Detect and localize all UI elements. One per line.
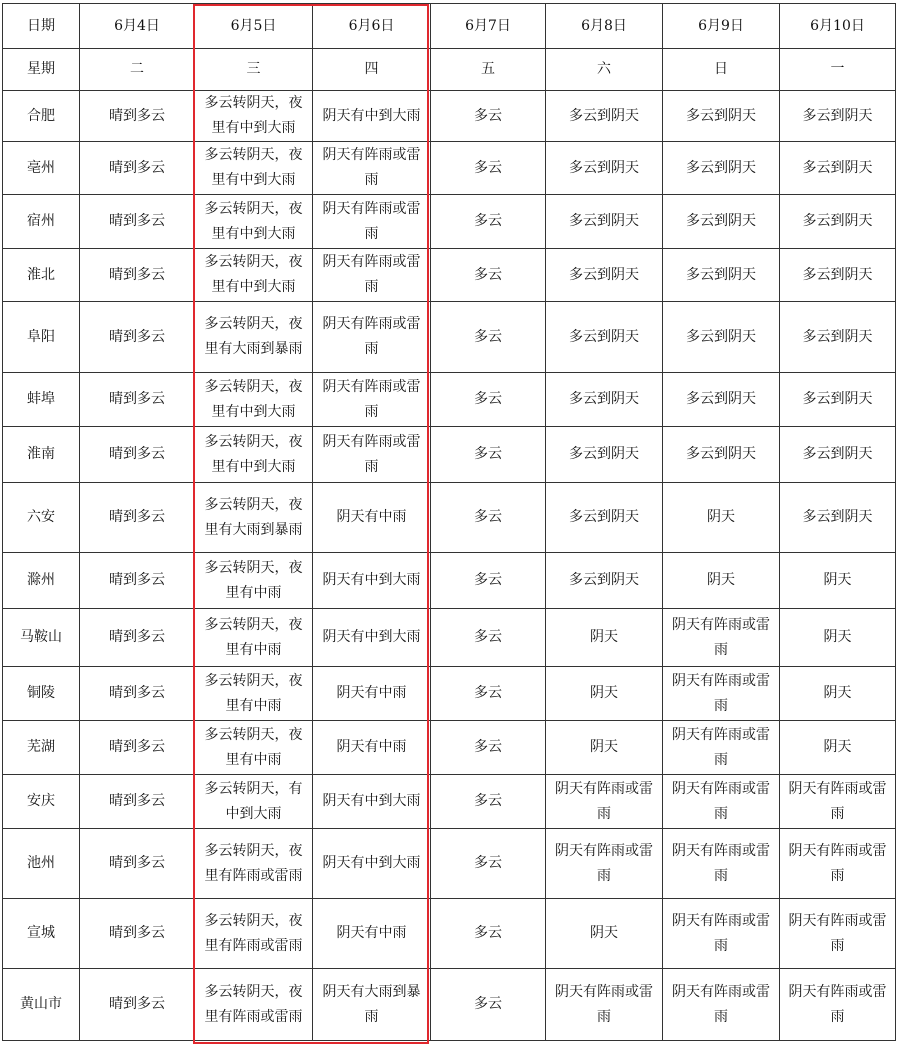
city-name: 六安 bbox=[3, 483, 80, 553]
forecast-cell: 阴天有中到大雨 bbox=[313, 609, 431, 667]
forecast-cell: 阴天有中雨 bbox=[313, 667, 431, 721]
forecast-cell: 多云 bbox=[431, 721, 546, 775]
table-row bbox=[3, 427, 896, 483]
forecast-cell: 多云转阴天，夜里有大雨到暴雨 bbox=[195, 302, 313, 373]
weekday-cell: 六 bbox=[546, 49, 663, 91]
forecast-cell: 阴天有中雨 bbox=[313, 721, 431, 775]
forecast-cell: 多云到阴天 bbox=[780, 142, 896, 195]
forecast-cell: 多云 bbox=[431, 667, 546, 721]
forecast-cell: 多云 bbox=[431, 427, 546, 483]
forecast-cell: 多云 bbox=[431, 969, 546, 1041]
city-name: 合肥 bbox=[3, 91, 80, 142]
weekday-cell: 五 bbox=[431, 49, 546, 91]
table-row bbox=[3, 899, 896, 969]
forecast-cell: 多云 bbox=[431, 373, 546, 427]
forecast-cell: 阴天 bbox=[663, 553, 780, 609]
forecast-cell: 多云 bbox=[431, 195, 546, 249]
date-cell: 6月4日 bbox=[80, 4, 195, 49]
forecast-cell: 多云到阴天 bbox=[546, 483, 663, 553]
forecast-cell: 阴天有阵雨或雷雨 bbox=[663, 609, 780, 667]
forecast-cell: 阴天 bbox=[780, 609, 896, 667]
forecast-cell: 阴天有中雨 bbox=[313, 899, 431, 969]
weekday-header-label: 星期 bbox=[3, 49, 80, 91]
forecast-cell: 阴天有阵雨或雷雨 bbox=[663, 667, 780, 721]
forecast-cell: 阴天有阵雨或雷雨 bbox=[780, 899, 896, 969]
forecast-cell: 阴天 bbox=[546, 667, 663, 721]
forecast-cell: 阴天有阵雨或雷雨 bbox=[663, 829, 780, 899]
forecast-cell: 多云 bbox=[431, 775, 546, 829]
table-row bbox=[3, 775, 896, 829]
forecast-cell: 多云到阴天 bbox=[663, 91, 780, 142]
forecast-cell: 阴天 bbox=[546, 721, 663, 775]
forecast-cell: 多云到阴天 bbox=[546, 302, 663, 373]
forecast-cell: 多云到阴天 bbox=[663, 142, 780, 195]
forecast-cell: 多云到阴天 bbox=[546, 249, 663, 302]
forecast-cell: 多云到阴天 bbox=[663, 373, 780, 427]
forecast-cell: 阴天有阵雨或雷雨 bbox=[663, 969, 780, 1041]
weekday-row bbox=[3, 49, 896, 91]
forecast-cell: 阴天有阵雨或雷雨 bbox=[313, 373, 431, 427]
forecast-cell: 多云转阴天，夜里有中到大雨 bbox=[195, 427, 313, 483]
city-name: 安庆 bbox=[3, 775, 80, 829]
forecast-cell: 多云转阴天，夜里有大雨到暴雨 bbox=[195, 483, 313, 553]
table-row bbox=[3, 373, 896, 427]
forecast-cell: 阴天 bbox=[780, 553, 896, 609]
forecast-cell: 多云到阴天 bbox=[780, 249, 896, 302]
forecast-cell: 多云 bbox=[431, 142, 546, 195]
table-row bbox=[3, 829, 896, 899]
forecast-cell: 多云到阴天 bbox=[780, 302, 896, 373]
forecast-cell: 阴天有中雨 bbox=[313, 483, 431, 553]
forecast-cell: 晴到多云 bbox=[80, 667, 195, 721]
table-row bbox=[3, 553, 896, 609]
forecast-cell: 多云到阴天 bbox=[663, 302, 780, 373]
forecast-cell: 晴到多云 bbox=[80, 553, 195, 609]
forecast-cell: 多云到阴天 bbox=[780, 195, 896, 249]
weekday-cell: 四 bbox=[313, 49, 431, 91]
forecast-cell: 晴到多云 bbox=[80, 483, 195, 553]
city-name: 亳州 bbox=[3, 142, 80, 195]
city-name: 蚌埠 bbox=[3, 373, 80, 427]
forecast-cell: 多云到阴天 bbox=[546, 553, 663, 609]
forecast-cell: 阴天有阵雨或雷雨 bbox=[313, 249, 431, 302]
forecast-cell: 多云转阴天，夜里有中到大雨 bbox=[195, 373, 313, 427]
forecast-cell: 阴天有中到大雨 bbox=[313, 775, 431, 829]
date-cell: 6月9日 bbox=[663, 4, 780, 49]
forecast-cell: 晴到多云 bbox=[80, 142, 195, 195]
forecast-cell: 多云到阴天 bbox=[780, 483, 896, 553]
forecast-cell: 阴天有阵雨或雷雨 bbox=[313, 302, 431, 373]
forecast-cell: 阴天有阵雨或雷雨 bbox=[780, 969, 896, 1041]
forecast-cell: 阴天 bbox=[663, 483, 780, 553]
table-row bbox=[3, 249, 896, 302]
forecast-cell: 多云转阴天，夜里有中到大雨 bbox=[195, 249, 313, 302]
forecast-cell: 多云 bbox=[431, 829, 546, 899]
forecast-cell: 阴天有阵雨或雷雨 bbox=[663, 721, 780, 775]
forecast-cell: 阴天有阵雨或雷雨 bbox=[780, 775, 896, 829]
forecast-cell: 多云转阴天，夜里有阵雨或雷雨 bbox=[195, 899, 313, 969]
forecast-cell: 晴到多云 bbox=[80, 899, 195, 969]
weekday-cell: 三 bbox=[195, 49, 313, 91]
forecast-cell: 多云到阴天 bbox=[546, 195, 663, 249]
date-cell: 6月8日 bbox=[546, 4, 663, 49]
forecast-cell: 多云到阴天 bbox=[663, 195, 780, 249]
city-name: 铜陵 bbox=[3, 667, 80, 721]
table-row bbox=[3, 483, 896, 553]
forecast-cell: 多云 bbox=[431, 91, 546, 142]
table-row bbox=[3, 721, 896, 775]
forecast-cell: 多云转阴天，夜里有中到大雨 bbox=[195, 142, 313, 195]
forecast-cell: 阴天 bbox=[780, 667, 896, 721]
forecast-cell: 多云到阴天 bbox=[780, 427, 896, 483]
date-cell: 6月6日 bbox=[313, 4, 431, 49]
forecast-cell: 多云 bbox=[431, 249, 546, 302]
weekday-cell: 日 bbox=[663, 49, 780, 91]
forecast-cell: 多云转阴天，夜里有中到大雨 bbox=[195, 91, 313, 142]
weekday-cell: 一 bbox=[780, 49, 896, 91]
forecast-cell: 多云 bbox=[431, 302, 546, 373]
city-name: 马鞍山 bbox=[3, 609, 80, 667]
forecast-cell: 阴天有中到大雨 bbox=[313, 91, 431, 142]
forecast-cell: 多云到阴天 bbox=[780, 373, 896, 427]
weather-forecast-table bbox=[2, 3, 896, 1041]
forecast-cell: 阴天有阵雨或雷雨 bbox=[663, 775, 780, 829]
date-row bbox=[3, 4, 896, 49]
forecast-cell: 晴到多云 bbox=[80, 775, 195, 829]
table-row bbox=[3, 609, 896, 667]
date-cell: 6月5日 bbox=[195, 4, 313, 49]
table-row bbox=[3, 302, 896, 373]
forecast-cell: 阴天有阵雨或雷雨 bbox=[546, 829, 663, 899]
city-name: 滁州 bbox=[3, 553, 80, 609]
city-name: 芜湖 bbox=[3, 721, 80, 775]
forecast-cell: 晴到多云 bbox=[80, 302, 195, 373]
forecast-cell: 多云到阴天 bbox=[546, 427, 663, 483]
forecast-cell: 多云转阴天，夜里有阵雨或雷雨 bbox=[195, 969, 313, 1041]
table-row bbox=[3, 667, 896, 721]
forecast-cell: 多云到阴天 bbox=[546, 142, 663, 195]
forecast-cell: 多云转阴天，夜里有中雨 bbox=[195, 553, 313, 609]
city-name: 宿州 bbox=[3, 195, 80, 249]
forecast-cell: 阴天有阵雨或雷雨 bbox=[313, 142, 431, 195]
forecast-cell: 多云转阴天，夜里有中雨 bbox=[195, 667, 313, 721]
forecast-cell: 晴到多云 bbox=[80, 969, 195, 1041]
date-cell: 6月10日 bbox=[780, 4, 896, 49]
forecast-cell: 阴天有阵雨或雷雨 bbox=[546, 775, 663, 829]
weekday-cell: 二 bbox=[80, 49, 195, 91]
forecast-cell: 多云转阴天，夜里有阵雨或雷雨 bbox=[195, 829, 313, 899]
forecast-cell: 阴天有大雨到暴雨 bbox=[313, 969, 431, 1041]
forecast-cell: 晴到多云 bbox=[80, 91, 195, 142]
forecast-cell: 晴到多云 bbox=[80, 249, 195, 302]
city-name: 淮北 bbox=[3, 249, 80, 302]
forecast-cell: 多云 bbox=[431, 899, 546, 969]
forecast-cell: 多云转阴天，夜里有中雨 bbox=[195, 721, 313, 775]
forecast-cell: 阴天有阵雨或雷雨 bbox=[780, 829, 896, 899]
forecast-cell: 晴到多云 bbox=[80, 195, 195, 249]
forecast-cell: 多云到阴天 bbox=[546, 373, 663, 427]
forecast-cell: 阴天有中到大雨 bbox=[313, 829, 431, 899]
forecast-cell: 多云 bbox=[431, 553, 546, 609]
forecast-cell: 多云转阴天，有中到大雨 bbox=[195, 775, 313, 829]
date-header-label: 日期 bbox=[3, 4, 80, 49]
forecast-cell: 多云 bbox=[431, 483, 546, 553]
forecast-cell: 晴到多云 bbox=[80, 373, 195, 427]
forecast-cell: 多云转阴天，夜里有中到大雨 bbox=[195, 195, 313, 249]
city-name: 淮南 bbox=[3, 427, 80, 483]
forecast-cell: 阴天有阵雨或雷雨 bbox=[313, 195, 431, 249]
forecast-cell: 晴到多云 bbox=[80, 609, 195, 667]
city-name: 宣城 bbox=[3, 899, 80, 969]
date-cell: 6月7日 bbox=[431, 4, 546, 49]
forecast-cell: 多云到阴天 bbox=[663, 427, 780, 483]
forecast-cell: 阴天有阵雨或雷雨 bbox=[663, 899, 780, 969]
forecast-cell: 晴到多云 bbox=[80, 721, 195, 775]
forecast-cell: 阴天有阵雨或雷雨 bbox=[546, 969, 663, 1041]
table-row bbox=[3, 91, 896, 142]
city-name: 阜阳 bbox=[3, 302, 80, 373]
table-row bbox=[3, 969, 896, 1041]
forecast-cell: 阴天 bbox=[780, 721, 896, 775]
forecast-cell: 多云到阴天 bbox=[780, 91, 896, 142]
forecast-cell: 阴天有阵雨或雷雨 bbox=[313, 427, 431, 483]
forecast-cell: 晴到多云 bbox=[80, 829, 195, 899]
forecast-cell: 多云 bbox=[431, 609, 546, 667]
forecast-cell: 晴到多云 bbox=[80, 427, 195, 483]
forecast-cell: 多云到阴天 bbox=[546, 91, 663, 142]
forecast-cell: 阴天 bbox=[546, 609, 663, 667]
city-name: 黄山市 bbox=[3, 969, 80, 1041]
city-name: 池州 bbox=[3, 829, 80, 899]
forecast-cell: 阴天有中到大雨 bbox=[313, 553, 431, 609]
forecast-cell: 阴天 bbox=[546, 899, 663, 969]
table-row bbox=[3, 195, 896, 249]
forecast-cell: 多云转阴天，夜里有中雨 bbox=[195, 609, 313, 667]
forecast-cell: 多云到阴天 bbox=[663, 249, 780, 302]
table-row bbox=[3, 142, 896, 195]
